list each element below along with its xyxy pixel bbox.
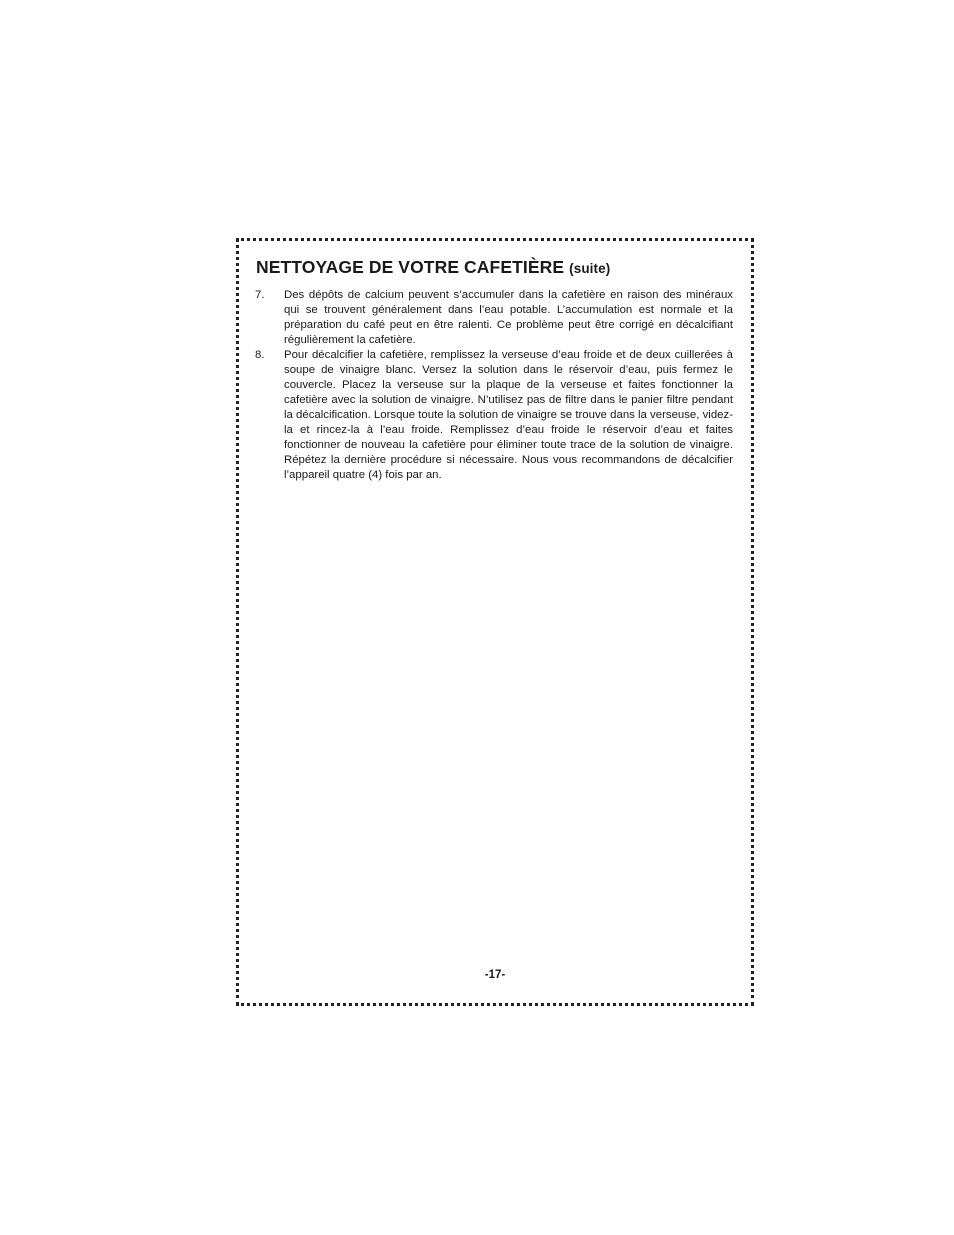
section-title-suffix: (suite) <box>569 261 611 276</box>
instruction-number: 8. <box>255 349 265 361</box>
instruction-item <box>253 288 733 348</box>
instruction-list <box>253 288 733 483</box>
instruction-item <box>253 348 733 483</box>
page-number: -17- <box>484 969 506 981</box>
dotted-page-frame <box>236 238 754 1006</box>
section-title <box>256 256 610 280</box>
instruction-text: Pour décalcifier la cafetière, remplissez la verseuse d’eau froide et de deux cuillerées à soupe de vinaigre blanc. Versez la solution dans le réservoir d’eau, puis fermez le couvercle. Placez la verseuse sur la plaque de la verseuse et faites fonctionner la cafetière avec la solution de vinaigre. N’utilisez pas de filtre dans le panier filtre pendant la décalcification. Lorsque toute la solution de vinaigre se trouve dans la verseuse, videz-la et rincez-la à l’eau froide. Remplissez d’eau froide le réservoir d’eau et faites fonctionner de nouveau la cafetière pour éliminer toute trace de la solution de vinaigre. Répétez la dernière procédure si nécessaire. Nous vous recommandons de décalcifier l’appareil quatre (4) fois par an. <box>284 349 733 481</box>
section-title-text: NETTOYAGE DE VOTRE CAFETIÈRE <box>256 257 565 277</box>
instruction-number: 7. <box>255 289 265 301</box>
instruction-text: Des dépôts de calcium peuvent s’accumuler dans la cafetière en raison des minéraux qui se trouvent généralement dans l’eau potable. L’accumulation est normale et la préparation du café peut en être ralenti. Ce problème peut être corrigé en décalcifiant régulièrement la cafetière. <box>284 289 733 346</box>
